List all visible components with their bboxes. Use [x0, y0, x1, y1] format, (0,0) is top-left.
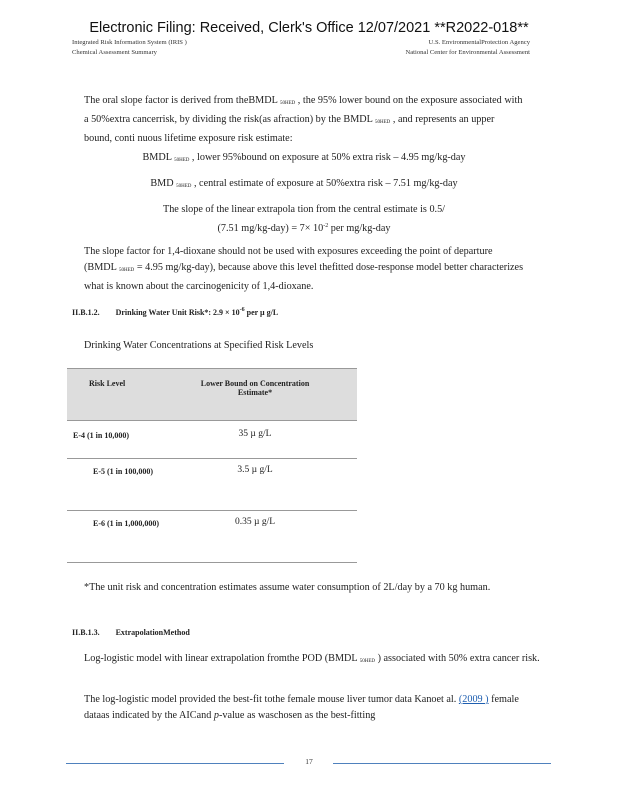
concentration-cell: 0.35 µ g/L	[234, 517, 276, 527]
subscript: 50HED	[174, 158, 190, 163]
text: female dataas indicated by the AICand	[84, 694, 519, 721]
subscript: 50HED	[119, 268, 135, 273]
text: , central estimate of exposure at 50%extra risk – 7.51 mg/kg-day	[193, 178, 458, 189]
header-left	[72, 38, 292, 58]
superscript: -2	[323, 223, 329, 229]
subscript: 50HED	[359, 659, 376, 664]
risk-level-cell: E-5 (1 in 100,000)	[93, 467, 153, 476]
concentration-cell: 35 µ g/L	[238, 429, 272, 439]
subscript: 50HED	[375, 120, 391, 125]
risk-level-cell: E-6 (1 in 1,000,000)	[93, 519, 159, 528]
paragraph-model-fit	[84, 692, 529, 724]
section-heading-extrapolation	[72, 628, 532, 637]
column-header-concentration: Lower Bound on Concentration Estimate*	[200, 379, 310, 397]
header-left-line-2: Chemical Assessment Summary	[72, 49, 157, 56]
text: The slope factor for 1,4-dioxane should not be used with exposures exceeding the point of departure (BMDL	[84, 246, 493, 273]
text: ExtrapolationMethod	[115, 628, 190, 637]
citation-link[interactable]: (2009 )	[458, 694, 489, 705]
text: BMDL	[142, 152, 172, 163]
text: , the 95% lower bound on the exposure associated with a 50%extra cancerrisk, by dividing the risk(as afraction) by the	[84, 95, 523, 125]
risk-levels-table	[67, 368, 357, 563]
filing-stamp: Electronic Filing: Received, Clerk's Office 12/07/2021 **R2022-018**	[89, 20, 529, 36]
paragraph-slope-factor-usage	[84, 244, 524, 295]
text: , and represents an upper bound, conti nuous lifetime exposure risk estimate:	[84, 114, 495, 144]
text: = 4.95 mg/kg-day), because above this level thefitted dose-response model better characterizes what is known about the carcinogenicity of 1,4-dioxane.	[84, 262, 524, 292]
equation-bmdl	[84, 150, 524, 169]
table-caption: Drinking Water Concentrations at Specified Risk Levels	[84, 340, 314, 351]
paragraph-extrapolation	[84, 651, 542, 670]
header-right-line-2: National Center for Environmental Assessment	[405, 49, 530, 56]
footer-rule-right	[333, 763, 551, 764]
text: BMDL	[343, 114, 373, 125]
table-row	[67, 459, 357, 511]
header-left-line-1: Integrated Risk Information System (IRIS )	[72, 39, 187, 46]
table-header-row	[67, 369, 357, 421]
text: BMD	[150, 178, 174, 189]
text: -value as waschosen as the best-fitting	[218, 710, 376, 721]
risk-level-cell: E-4 (1 in 10,000)	[73, 431, 129, 440]
column-header-risk: Risk Level	[89, 379, 126, 388]
superscript: -6	[239, 307, 245, 313]
header-right	[350, 38, 530, 58]
subscript: 50HED	[176, 184, 192, 189]
subscript: 50HED	[279, 101, 296, 106]
concentration-cell: 3.5 µ g/L	[237, 465, 273, 475]
text: per mg/kg-day	[330, 223, 391, 234]
header-right-line-1: U.S. EnvironmentalProtection Agency	[428, 39, 530, 46]
section-heading-unit-risk	[72, 307, 532, 317]
text: (7.51 mg/kg-day) = 7× 10	[217, 223, 324, 234]
equation-bmd	[84, 176, 524, 195]
table-row	[67, 511, 357, 563]
text: ) associated with 50% extra cancer risk.	[377, 653, 540, 664]
text: Drinking Water Unit Risk*: 2.9 × 10	[115, 308, 240, 317]
text: per µ g/L	[246, 308, 279, 317]
paragraph-slope-factor	[84, 93, 524, 147]
table-row	[67, 421, 357, 459]
equation-line-1: The slope of the linear extrapola tion from the central estimate is 0.5/	[162, 204, 446, 215]
section-number: II.B.1.3.	[72, 628, 100, 637]
page-number: 17	[305, 757, 313, 766]
equation-slope	[84, 202, 524, 237]
table-footnote: *The unit risk and concentration estimates assume water consumption of 2L/day by a 70 kg human.	[84, 582, 491, 593]
text: Log-logistic model with linear extrapolation fromthe POD (BMDL	[84, 653, 358, 664]
section-number: II.B.1.2.	[72, 308, 100, 317]
equation-line-2	[84, 218, 524, 237]
italic-p: p	[213, 710, 219, 721]
text: , lower 95%bound on exposure at 50% extra risk – 4.95 mg/kg-day	[191, 152, 466, 163]
text: The oral slope factor is derived from theBMDL	[84, 95, 278, 106]
text: The log-logistic model provided the best-fit tothe female mouse liver tumor data Kanoet al.	[84, 694, 457, 705]
